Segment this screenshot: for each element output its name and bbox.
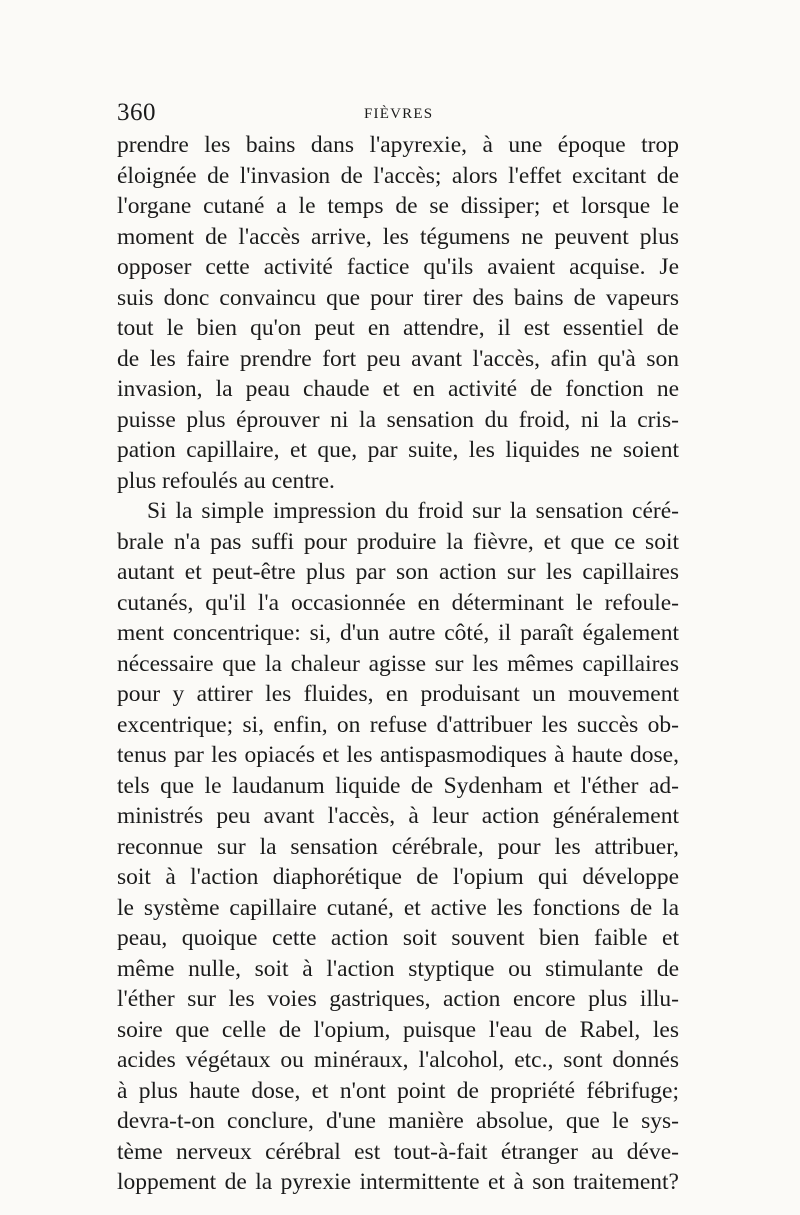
text-line: éloignée de l'invasion de l'accès; alors l'effet excitant de: [117, 162, 679, 189]
text-line: à plus haute dose, et n'ont point de propriété fébrifuge;: [117, 1077, 679, 1104]
page-number: 360: [117, 99, 156, 126]
text-line: soire que celle de l'opium, puisque l'eau de Rabel, les: [117, 1016, 679, 1043]
text-line: acides végétaux ou minéraux, l'alcohol, etc., sont donnés: [117, 1047, 679, 1073]
text-line: pour y attirer les fluides, en produisant un mouvement: [117, 681, 679, 707]
text-line: devra-t-on conclure, d'une manière absolue, que le sys-: [117, 1108, 679, 1134]
text-line: puisse plus éprouver ni la sensation du froid, ni la cris-: [117, 406, 679, 433]
text-line: de les faire prendre fort peu avant l'accès, afin qu'à son: [117, 345, 679, 372]
text-line: l'organe cutané a le temps de se dissiper; et lorsque le: [117, 193, 679, 219]
text-line: moment de l'accès arrive, les tégumens ne peuvent plus: [117, 223, 679, 250]
text-line: suis donc convaincu que pour tirer des bains de vapeurs: [117, 284, 679, 311]
paragraph-end-line: plus refoulés au centre.: [117, 467, 335, 494]
text-line: le système capillaire cutané, et active les fonctions de la: [117, 894, 679, 921]
running-header: [117, 98, 679, 128]
text-line: peau, quoique cette action soit souvent bien faible et: [117, 925, 679, 951]
body-text: [117, 130, 679, 1198]
text-line: autant et peut-être plus par son action sur les capillaires: [117, 559, 679, 585]
text-line: tème nerveux cérébral est tout-à-fait étranger au déve-: [117, 1138, 679, 1165]
text-line: tels que le laudanum liquide de Sydenham et l'éther ad-: [117, 772, 679, 799]
text-line: pation capillaire, et que, par suite, les liquides ne soient: [117, 437, 679, 463]
text-line: ministrés peu avant l'accès, à leur action généralement: [117, 803, 679, 829]
text-line: reconnue sur la sensation cérébrale, pour les attribuer,: [117, 833, 679, 860]
text-line: prendre les bains dans l'apyrexie, à une époque trop: [117, 132, 679, 158]
text-line: opposer cette activité factice qu'ils avaient acquise. Je: [117, 254, 679, 280]
running-title: FIÈVRES: [364, 106, 434, 122]
text-line: même nulle, soit à l'action styptique ou stimulante de: [117, 955, 679, 982]
text-line: excentrique; si, enfin, on refuse d'attribuer les succès ob-: [117, 711, 679, 738]
text-line: brale n'a pas suffi pour produire la fièvre, et que ce soit: [117, 528, 679, 555]
text-line: invasion, la peau chaude et en activité de fonction ne: [117, 376, 679, 402]
text-line: l'éther sur les voies gastriques, action encore plus illu-: [117, 986, 679, 1012]
text-line: soit à l'action diaphorétique de l'opium qui développe: [117, 864, 679, 890]
text-line: tout le bien qu'on peut en attendre, il est essentiel de: [117, 315, 679, 341]
text-line: nécessaire que la chaleur agisse sur les mêmes capillaires: [117, 650, 679, 677]
text-line: cutanés, qu'il l'a occasionnée en déterminant le refoule-: [117, 589, 679, 616]
text-line: ment concentrique: si, d'un autre côté, il paraît également: [117, 620, 679, 646]
text-line: tenus par les opiacés et les antispasmodiques à haute dose,: [117, 742, 679, 768]
text-line: loppement de la pyrexie intermittente et à son traitement?: [117, 1169, 679, 1195]
paragraph-start-line: Si la simple impression du froid sur la sensation céré-: [147, 498, 679, 524]
